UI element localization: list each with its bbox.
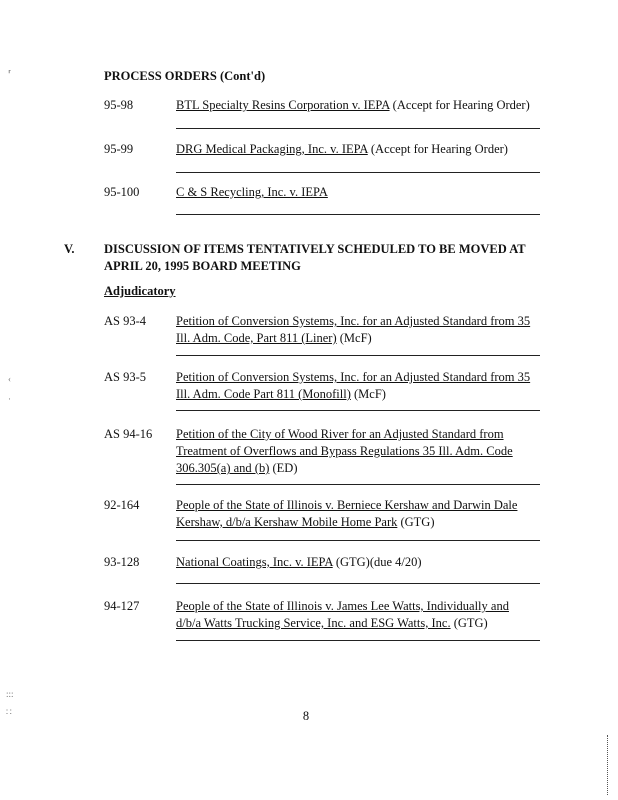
case-title-line: People of the State of Illinois v. James Lee Watts, Individually and [176,599,509,613]
case-number: AS 93-4 [104,314,147,328]
case-title: National Coatings, Inc. v. IEPA [176,555,333,569]
case-title-line: Ill. Adm. Code, Part 811 (Liner) [176,331,337,345]
section-heading: PROCESS ORDERS (Cont'd) [104,69,266,83]
scan-mark: ∷ [6,707,12,717]
scan-mark: ::: [6,689,14,699]
subheading: Adjudicatory [104,284,176,298]
case-title: DRG Medical Packaging, Inc. v. IEPA [176,142,368,156]
signature-line [176,410,540,411]
signature-line [176,172,540,173]
case-entry [176,184,546,201]
case-entry [176,497,546,531]
case-title: C & S Recycling, Inc. v. IEPA [176,185,328,199]
scan-mark: · [8,394,11,404]
case-number: 95-100 [104,185,140,199]
case-entry [176,141,546,158]
case-title-line: d/b/a Watts Trucking Service, Inc. and ESG Watts, Inc. [176,616,451,630]
case-entry [176,369,546,403]
signature-line [176,540,540,541]
case-title-line: Ill. Adm. Code Part 811 (Monofill) [176,387,351,401]
case-note: (GTG) [400,515,435,529]
case-title-line: People of the State of Illinois v. Berniece Kershaw and Darwin Dale [176,498,518,512]
scan-edge [607,735,608,795]
section-title-line: APRIL 20, 1995 BOARD MEETING [104,259,301,273]
signature-line [176,355,540,356]
case-number: AS 94-16 [104,427,153,441]
case-note: (ED) [272,461,298,475]
case-note: (Accept for Hearing Order) [392,98,530,112]
scan-mark: ⸢ [8,69,12,79]
case-number: 93-128 [104,555,140,569]
signature-line [176,484,540,485]
section-title [104,241,544,275]
case-note: (GTG)(due 4/20) [335,555,422,569]
section-numeral: V. [64,242,75,256]
case-note: (Accept for Hearing Order) [370,142,508,156]
case-title-line: Treatment of Overflows and Bypass Regulations 35 Ill. Adm. Code [176,444,513,458]
case-entry [176,313,546,347]
case-number: 92-164 [104,498,140,512]
case-title-line: Kershaw, d/b/a Kershaw Mobile Home Park [176,515,398,529]
case-entry [176,598,546,632]
case-title-line: 306.305(a) and (b) [176,461,270,475]
signature-line [176,214,540,215]
case-title: BTL Specialty Resins Corporation v. IEPA [176,98,390,112]
signature-line [176,583,540,584]
section-title-line: DISCUSSION OF ITEMS TENTATIVELY SCHEDULED TO BE MOVED AT [104,242,526,256]
case-note: (GTG) [453,616,488,630]
signature-line [176,128,540,129]
case-number: 95-98 [104,98,134,112]
case-entry [176,554,546,571]
case-title-line: Petition of Conversion Systems, Inc. for an Adjusted Standard from 35 [176,314,531,328]
signature-line [176,640,540,641]
case-note: (McF) [339,331,372,345]
case-number: 95-99 [104,142,134,156]
page-number: 8 [302,709,310,723]
case-entry [176,97,546,114]
case-number: 94-127 [104,599,140,613]
case-title-line: Petition of the City of Wood River for an Adjusted Standard from [176,427,504,441]
case-title-line: Petition of Conversion Systems, Inc. for an Adjusted Standard from 35 [176,370,531,384]
scan-mark: ‹ [8,374,11,384]
case-note: (McF) [354,387,386,401]
case-entry [176,426,546,477]
case-number: AS 93-5 [104,370,147,384]
